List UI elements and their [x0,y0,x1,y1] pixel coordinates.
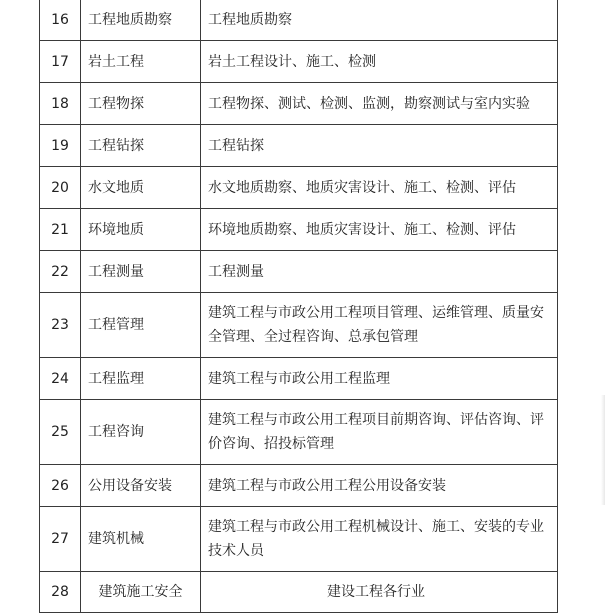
table-row [40,125,558,167]
specialty-scope: 建筑工程与市政公用工程机械设计、施工、安装的专业技术人员 [201,507,558,572]
specialty-scope: 岩土工程设计、施工、检测 [201,41,558,83]
specialty-name: 工程咨询 [81,400,201,465]
specialty-table [39,0,558,613]
row-number: 26 [40,465,81,507]
row-number: 17 [40,41,81,83]
specialty-name: 工程测量 [81,251,201,293]
specialty-scope: 建筑工程与市政公用工程项目前期咨询、评估咨询、评价咨询、招投标管理 [201,400,558,465]
specialty-scope: 建筑工程与市政公用工程监理 [201,358,558,400]
table-row [40,572,558,613]
table-row [40,465,558,507]
specialty-name: 工程监理 [81,358,201,400]
table-row [40,209,558,251]
specialty-scope: 工程钻探 [201,125,558,167]
specialty-scope: 建设工程各行业 [201,572,558,613]
specialty-scope: 环境地质勘察、地质灾害设计、施工、检测、评估 [201,209,558,251]
table-row [40,358,558,400]
specialty-name: 公用设备安装 [81,465,201,507]
row-number: 24 [40,358,81,400]
specialty-name: 岩土工程 [81,41,201,83]
row-number: 21 [40,209,81,251]
specialty-name: 工程钻探 [81,125,201,167]
table-row [40,41,558,83]
specialty-scope: 建筑工程与市政公用工程项目管理、运维管理、质量安全管理、全过程咨询、总承包管理 [201,293,558,358]
row-number: 23 [40,293,81,358]
table-row [40,167,558,209]
specialty-name: 工程地质勘察 [81,0,201,41]
edge-shadow [601,395,605,505]
specialty-name: 水文地质 [81,167,201,209]
specialty-name: 建筑施工安全 [81,572,201,613]
row-number: 25 [40,400,81,465]
specialty-name: 环境地质 [81,209,201,251]
specialty-scope: 工程测量 [201,251,558,293]
specialty-scope: 水文地质勘察、地质灾害设计、施工、检测、评估 [201,167,558,209]
table-row [40,293,558,358]
row-number: 27 [40,507,81,572]
row-number: 22 [40,251,81,293]
row-number: 18 [40,83,81,125]
table-row [40,400,558,465]
specialty-scope: 工程地质勘察 [201,0,558,41]
row-number: 16 [40,0,81,41]
row-number: 19 [40,125,81,167]
specialty-name: 建筑机械 [81,507,201,572]
table-row [40,83,558,125]
specialty-scope: 工程物探、测试、检测、监测，勘察测试与室内实验 [201,83,558,125]
row-number: 20 [40,167,81,209]
specialty-name: 工程管理 [81,293,201,358]
specialty-scope: 建筑工程与市政公用工程公用设备安装 [201,465,558,507]
table-row [40,251,558,293]
table-row [40,507,558,572]
table-row [40,0,558,41]
specialty-name: 工程物探 [81,83,201,125]
row-number: 28 [40,572,81,613]
